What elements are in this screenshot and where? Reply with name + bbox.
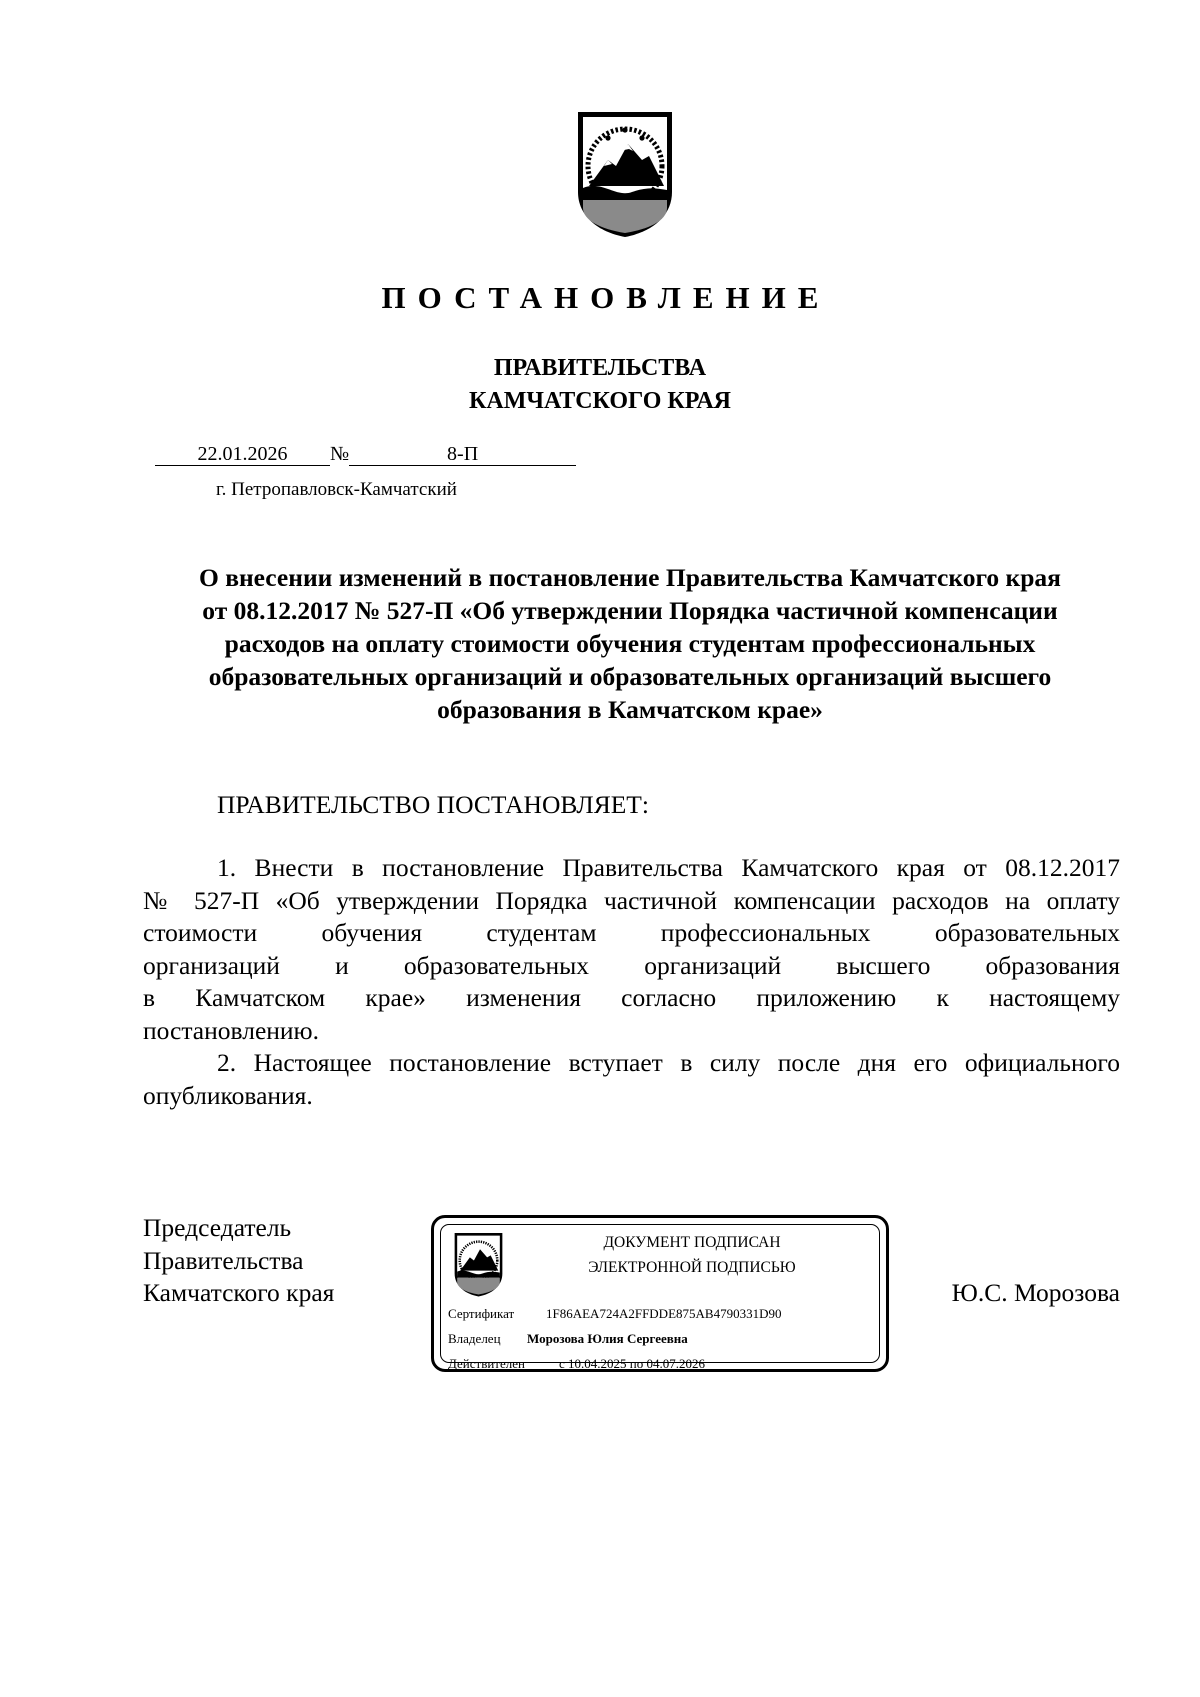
title-line: образовательных организаций и образовательных организаций высшего: [208, 662, 1052, 691]
body-line: опубликования.: [143, 1080, 313, 1110]
city-line: г. Петропавловск-Камчатский: [216, 479, 457, 500]
stamp-owner-label: Владелец: [448, 1331, 501, 1346]
document-date: 22.01.2026: [155, 442, 330, 466]
stamp-owner-value: Морозова Юлия Сергеевна: [527, 1331, 688, 1346]
issuer-line: КАМЧАТСКОГО КРАЯ: [468, 388, 732, 414]
issuer-line: ПРАВИТЕЛЬСТВА: [493, 355, 707, 381]
coat-of-arms-emblem: [572, 108, 678, 238]
document-title: [140, 561, 1120, 726]
signer-position-line: Камчатского края: [143, 1278, 335, 1307]
body-line: № 527-П «Об утверждении Порядка частичной компенсации расходов на оплату: [143, 885, 1120, 915]
decree-statement: ПРАВИТЕЛЬСТВО ПОСТАНОВЛЯЕТ:: [217, 790, 649, 819]
stamp-validity-label: Действителен: [448, 1356, 525, 1371]
body-line: организаций и образовательных организаций высшего образования: [143, 950, 1120, 980]
stamp-heading: ЭЛЕКТРОННОЙ ПОДПИСЬЮ: [588, 1259, 796, 1276]
document-body: [143, 852, 1120, 1112]
stamp-heading: ДОКУМЕНТ ПОДПИСАН: [603, 1234, 781, 1251]
stamp-validity-value: с 10.04.2025 по 04.07.2026: [559, 1356, 705, 1371]
document-type-heading: ПОСТАНОВЛЕНИЕ: [381, 280, 831, 315]
signer-position: [143, 1212, 334, 1310]
body-line: 1. Внести в постановление Правительства Камчатского края от 08.12.2017: [217, 853, 1120, 882]
signer-position-line: Правительства: [143, 1245, 304, 1275]
signer-position-line: Председатель: [143, 1213, 292, 1242]
title-line: О внесении изменений в постановление Правительства Камчатского края: [199, 563, 1061, 592]
electronic-signature-stamp: [431, 1215, 889, 1372]
stamp-validity-row: [448, 1355, 705, 1373]
stamp-emblem-icon: [450, 1231, 507, 1297]
body-line: постановлению.: [143, 1015, 319, 1045]
stamp-certificate-row: [448, 1305, 782, 1323]
document-number: 8-П: [349, 442, 576, 466]
body-line: стоимости обучения студентам профессиональных образовательных: [143, 918, 1120, 947]
date-number-line: [155, 442, 576, 466]
body-line: 2. Настоящее постановление вступает в силу после дня его официального: [217, 1048, 1120, 1077]
title-line: расходов на оплату стоимости обучения студентам профессиональных: [224, 629, 1036, 658]
number-sign: №: [330, 443, 350, 465]
stamp-certificate-value: 1F86AEA724A2FFDDE875AB4790331D90: [546, 1306, 782, 1321]
title-line: от 08.12.2017 № 527-П «Об утверждении Порядка частичной компенсации: [202, 596, 1058, 625]
stamp-owner-row: [448, 1330, 688, 1348]
issuer-heading: [0, 352, 1200, 418]
body-line: в Камчатском крае» изменения согласно приложению к настоящему: [143, 983, 1120, 1012]
signer-name: Ю.С. Морозова: [951, 1278, 1120, 1307]
stamp-certificate-label: Сертификат: [448, 1306, 515, 1321]
title-line: образования в Камчатском крае»: [437, 695, 823, 724]
